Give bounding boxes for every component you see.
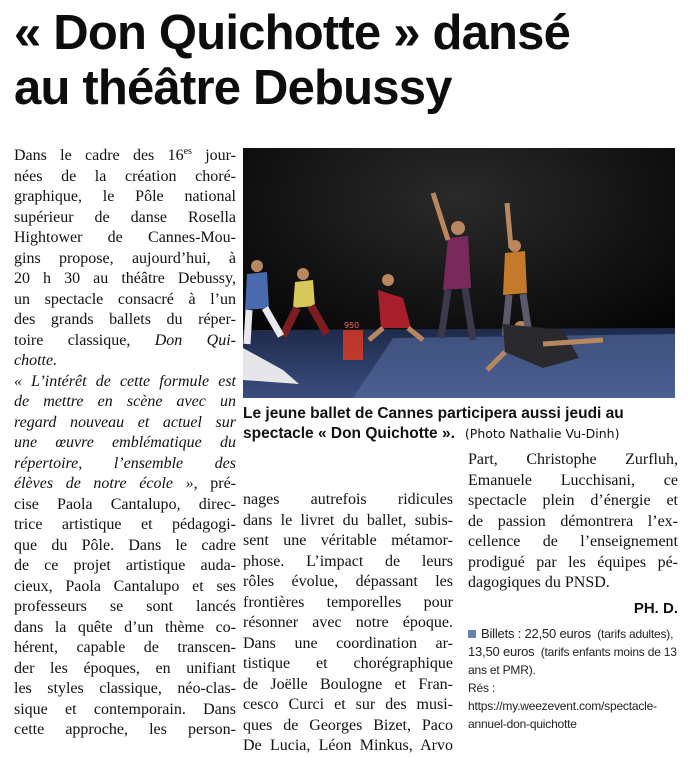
body-line: der les époques, en unifiant bbox=[14, 659, 236, 677]
headline-line-1: « Don Quichotte » dansé bbox=[14, 6, 571, 60]
body-line: dagogiques du PNSD. bbox=[468, 574, 610, 591]
article-column-2 bbox=[243, 490, 453, 757]
stage-photo-illustration bbox=[243, 148, 675, 398]
body-line: prodigué par les équipes pé- bbox=[468, 553, 678, 571]
bullet-square-icon bbox=[468, 630, 476, 638]
quote-line: répertoire, l’ensemble des bbox=[14, 454, 236, 472]
body-line: sique et contemporain. Dans bbox=[14, 700, 236, 718]
body-line: De Lucia, Léon Minkus, Arvo bbox=[243, 737, 453, 754]
headline bbox=[14, 6, 684, 116]
caption-line-1: Le jeune ballet de Cannes participera aussi jeudi au bbox=[243, 405, 624, 422]
body-line: toire classique, Don Qui- bbox=[14, 331, 236, 349]
stage-sign: 950 bbox=[344, 321, 360, 330]
quote-line: de mettre en scène avec un bbox=[14, 393, 236, 410]
body-line: cette approche, les person- bbox=[14, 721, 236, 738]
reservation-line: annuel-don-quichotte bbox=[468, 717, 577, 731]
body-line: dans la quête d’un thème co- bbox=[14, 618, 236, 636]
body-line: que du Pôle. Dans le cadre bbox=[14, 536, 236, 554]
body-line: 20 h 30 au théâtre Debussy, bbox=[14, 270, 236, 287]
quote-line: « L’intérêt de cette formule est bbox=[14, 372, 236, 390]
photo-caption bbox=[243, 404, 679, 444]
ticket-line: ans et PMR). bbox=[468, 663, 536, 677]
dance-photo bbox=[243, 148, 675, 398]
ticket-line: Billets : 22,50 euros (tarifs adultes), bbox=[468, 625, 682, 643]
headline-line-2: au théâtre Debussy bbox=[14, 61, 452, 115]
body-line: ques de Georges Bizet, Paco bbox=[243, 716, 453, 734]
body-line: supérieur de danse Rosella bbox=[14, 208, 236, 226]
superscript: es bbox=[183, 146, 192, 157]
body-line: cieux, Paola Cantalupo et ses bbox=[14, 577, 236, 595]
body-line: nées de la création choré- bbox=[14, 167, 236, 185]
reservation-line: Rés : https://my.weezevent.com/spectacle- bbox=[468, 681, 657, 713]
article-column-1 bbox=[14, 142, 236, 741]
body-line: rôles évolue, dépassant les bbox=[243, 573, 453, 590]
body-line: de Joëlle Boulogne et Fran- bbox=[243, 675, 453, 693]
body-line: des grands ballets du réper- bbox=[14, 311, 236, 328]
body-line: cesco Curci et sur des musi- bbox=[243, 696, 453, 713]
body-line: Hightower de Cannes-Mou- bbox=[14, 229, 236, 246]
body-line: professeurs se sont lancés bbox=[14, 598, 236, 615]
show-title: Don Qui- bbox=[154, 331, 236, 349]
body-line: chotte. bbox=[14, 352, 58, 369]
body-line: cise Paola Cantalupo, direc- bbox=[14, 495, 236, 513]
body-line: cellence de l’enseignement bbox=[468, 533, 678, 550]
body-line: sent une véritable métamor- bbox=[243, 532, 453, 549]
body-line: les styles classique, néo-clas- bbox=[14, 680, 236, 697]
quote-line: une œuvre emblématique du bbox=[14, 434, 236, 451]
body-line: de passion démontrera l’ex- bbox=[468, 512, 678, 530]
author-signature: PH. D. bbox=[633, 600, 678, 617]
body-line: spectacle plein d’énergie et bbox=[468, 492, 678, 509]
body-line: trice artistique et pédagogi- bbox=[14, 516, 236, 533]
body-line: nages autrefois ridicules bbox=[243, 491, 453, 508]
caption-line-2: spectacle « Don Quichotte ». (Photo Nathalie Vu-Dinh) bbox=[243, 425, 620, 442]
body-line: un spectacle consacré à l’un bbox=[14, 290, 236, 308]
body-line: Part, Christophe Zurfluh, bbox=[468, 451, 678, 468]
ticket-line: 13,50 euros (tarifs enfants moins de 13 bbox=[468, 644, 677, 659]
body-line: phose. L’impact de leurs bbox=[243, 552, 453, 570]
ticket-info bbox=[468, 625, 682, 733]
body-line: Emanuele Lucchisani, ce bbox=[468, 471, 678, 489]
body-line: dans le livret du ballet, subis- bbox=[243, 511, 453, 529]
body-line: gins propose, aujourd’hui, à bbox=[14, 249, 236, 267]
body-line: tistique et chorégraphique bbox=[243, 655, 453, 672]
article-column-3 bbox=[468, 450, 678, 594]
photo-credit: (Photo Nathalie Vu-Dinh) bbox=[464, 426, 620, 441]
body-line: graphique, le Pôle national bbox=[14, 188, 236, 205]
body-line: frontières temporelles pour bbox=[243, 593, 453, 611]
body-line: résonner avec notre époque. bbox=[243, 614, 453, 631]
body-line: de ce projet artistique auda- bbox=[14, 557, 236, 574]
quote-line: élèves de notre école », pré- bbox=[14, 475, 236, 492]
body-line: Dans le cadre des $16^{es}$ jour- bbox=[14, 146, 236, 164]
quote-line: regard nouveau et actuel sur bbox=[14, 413, 236, 431]
body-line: Dans une coordination ar- bbox=[243, 634, 453, 652]
body-line: hérent, capable de transcen- bbox=[14, 639, 236, 656]
